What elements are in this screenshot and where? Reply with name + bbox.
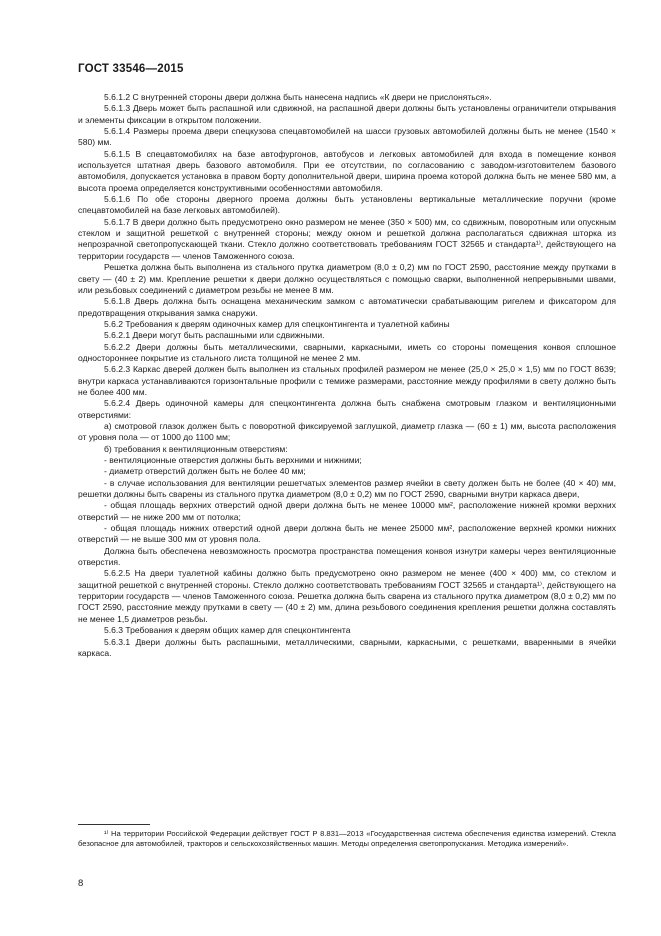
page-number: 8 xyxy=(78,878,84,889)
paragraph: 5.6.2.5 На двери туалетной кабины должно быть предусмотрено окно размером не менее (400 × 400) мм, со стеклом и защитной решеткой с внутренней стороны. Стекло должно соответствовать требованиям ГОСТ 32565 и стандарта¹⁾, действующего на территории государств — членов Таможенного союза. Решетка должна быть сварена из стального прутка диаметром (8,0 ± 0,2) мм по ГОСТ 2590, расстояние между прутками в свету — (40 ± 2) мм, длина резьбового соединения крепления решетки должна составлять не менее 1,5 диаметров резьбы. xyxy=(78,568,616,624)
paragraph: 5.6.2.1 Двери могут быть распашными или сдвижными. xyxy=(104,330,325,341)
list-item: - диаметр отверстий должен быть не более 40 мм; xyxy=(104,466,306,477)
section-heading: 5.6.3 Требования к дверям общих камер для спецконтингента xyxy=(104,625,351,636)
list-item: - общая площадь нижних отверстий одной двери должна быть не менее 25000 мм², расположение верхней кромки нижних отверстий — не выше 300 мм от уровня пола. xyxy=(78,523,616,545)
section-heading: 5.6.2 Требования к дверям одиночных камер для спецконтингента и туалетной кабины xyxy=(104,318,450,329)
paragraph: 5.6.1.6 По обе стороны дверного проема должны быть установлены вертикальные металлические поручни (кроме спецавтомобилей на базе легковых автомобилей). xyxy=(78,194,616,216)
document-body xyxy=(78,92,616,659)
paragraph: 5.6.2.3 Каркас дверей должен быть выполнен из стальных профилей размером не менее (25,0 × 25,0 × 1,5) мм по ГОСТ 8639; внутри каркаса устанавливаются горизонтальные профили с темиже размерами, расстояние между профилями в свету должно быть не более 400 мм. xyxy=(78,364,616,397)
paragraph: 5.6.1.2 С внутренней стороны двери должна быть нанесена надпись «К двери не прислоняться». xyxy=(104,92,492,102)
document-header: ГОСТ 33546—2015 xyxy=(78,63,184,75)
paragraph: 5.6.1.3 Дверь может быть распашной или сдвижной, на распашной двери должны быть установлены ограничители открывания и элементы фиксации в открытом положении. xyxy=(78,103,616,125)
list-item: б) требования к вентиляционным отверстиям: xyxy=(104,443,288,454)
paragraph: 5.6.1.8 Дверь должна быть оснащена механическим замком с автоматически срабатывающим ригелем и фиксатором для предотвращения открывания замка снаружи. xyxy=(78,296,616,318)
footnote xyxy=(78,829,616,849)
paragraph: Должна быть обеспечена невозможность просмотра пространства помещения конвоя изнутри камеры через вентиляционные отверстия. xyxy=(78,545,616,568)
list-item: - в случае использования для вентиляции решетчатых элементов размер ячейки в свету должен быть не более (40 × 40) мм, решетки должны быть сварены из стального прутка диаметром (8,0 ± 0,2) мм по ГОСТ 2590, сварными внутри каркаса двери, xyxy=(78,477,616,500)
list-item: а) смотровой глазок должен быть с поворотной фиксируемой заглушкой, диаметр глазка — (60 ± 1) мм, высота расположения от уровня пола — от 1000 до 1100 мм; xyxy=(78,420,616,443)
footnote-text: ¹⁾ На территории Российской Федерации действует ГОСТ Р 8.831—2013 «Государственная система обеспечения единства измерений. Стекла безопасное для автомобилей, тракторов и сельскохозяйственных машин. Методы определения светопропускания. Методика измерений». xyxy=(78,829,616,849)
paragraph: 5.6.1.4 Размеры проема двери спецкузова спецавтомобилей на шасси грузовых автомобилей должны быть не менее (1540 × 580) мм. xyxy=(78,126,616,148)
paragraph: 5.6.1.5 В спецавтомобилях на базе автофургонов, автобусов и легковых автомобилей для входа в помещение конвоя используется штатная дверь базового автомобиля. При ее отсутствии, по согласованию с заводом-изготовителем базового автомобиля, допускается установка в правом борту дополнительной двери, ширина проема которой должна быть не менее 580 мм, а высота проема определяется конструктивными особенностями автомобиля. xyxy=(78,148,616,193)
paragraph: 5.6.1.7 В двери должно быть предусмотрено окно размером не менее (350 × 500) мм, со сдвижным, поворотным или опускным стеклом и защитной решеткой с внутренней стороны; между окном и решеткой должна располагаться сдвижная шторка из непрозрачной светопропускающей ткани. Стекло должно соответствовать требованиям ГОСТ 32565 и стандарта¹⁾, действующего на территории государств — членов Таможенного союза. xyxy=(78,216,616,261)
footnote-separator xyxy=(78,824,150,825)
list-item: - общая площадь верхних отверстий одной двери должна быть не менее 10000 мм², расположение нижней кромки верхних отверстий — не ниже 200 мм от потолка; xyxy=(78,500,616,522)
paragraph: Решетка должна быть выполнена из стального прутка диаметром (8,0 ± 0,2) мм по ГОСТ 2590, расстояние между прутками в свету — (40 ± 2) мм. Крепление решетки к двери должно осуществляться с помощью сварки, выполненной непрерывными швами, или резьбовых соединений с диаметром резьбы не менее 8 мм. xyxy=(78,262,616,295)
paragraph: 5.6.2.4 Дверь одиночной камеры для спецконтингента должна быть снабжена смотровым глазком и вентиляционными отверстиями: xyxy=(78,398,616,420)
paragraph: 5.6.2.2 Двери должны быть металлическими, сварными, каркасными, иметь со стороны помещения конвоя сплошное одностороннее покрытие из стального листа толщиной не менее 2 мм. xyxy=(78,341,616,363)
paragraph: 5.6.3.1 Двери должны быть распашными, металлическими, сварными, каркасными, с решетками, вваренными в ячейки каркаса. xyxy=(78,636,616,658)
list-item: - вентиляционные отверстия должны быть верхними и нижними; xyxy=(104,455,362,465)
